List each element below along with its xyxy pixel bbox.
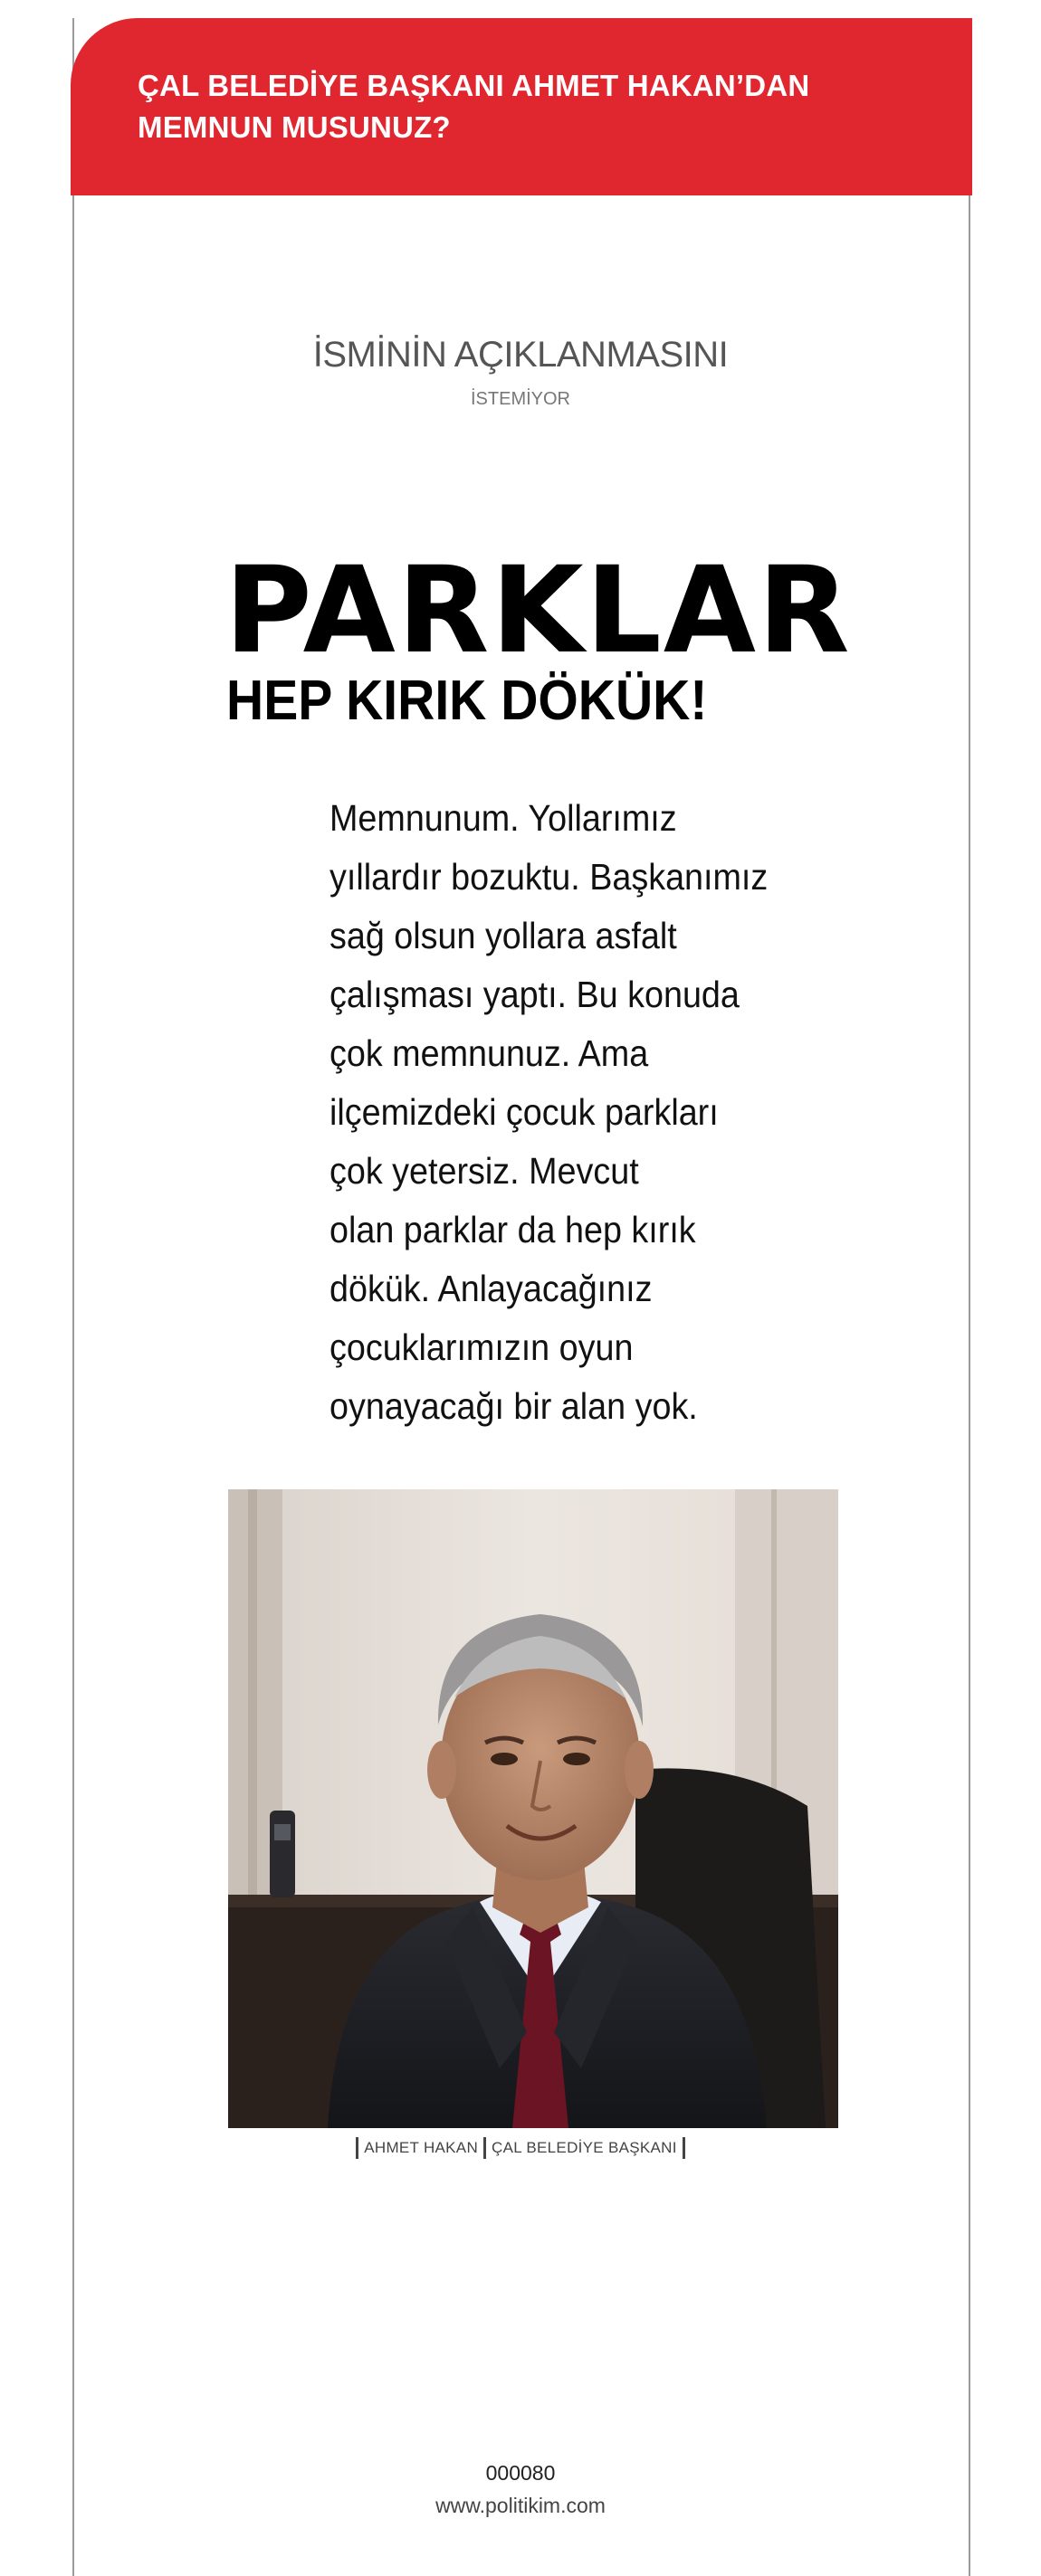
- footer-url[interactable]: www.politikim.com: [435, 2494, 606, 2517]
- caption-divider: [356, 2137, 358, 2159]
- caption-name: AHMET HAKAN: [364, 2139, 479, 2156]
- caption-title: ÇAL BELEDİYE BAŞKANI: [492, 2139, 677, 2156]
- quote-text: Memnunum. Yollarımız yıllardır bozuktu. Başkanımız sağ olsun yollara asfalt çalışması yaptı. Bu konuda çok memnunuz. Ama ilçemizdeki çocuk parkları çok yetersiz. Mevcut olan parklar da hep kırık dökük. Anlayacağınız çocuklarımızın oyun oynayacağı bir alan yok.: [329, 797, 769, 1427]
- caption-divider: [483, 2137, 486, 2159]
- headline-main: PARKLAR: [224, 541, 852, 680]
- footer-code: 000080: [485, 2461, 556, 2485]
- header-title-line2: MEMNUN MUSUNUZ?: [138, 110, 451, 144]
- caption-divider: [683, 2137, 685, 2159]
- headline-sub: HEP KIRIK DÖKÜK!: [226, 670, 708, 732]
- header-title-line1: ÇAL BELEDİYE BAŞKANI AHMET HAKAN’DAN: [138, 69, 810, 102]
- photo-caption: [0, 2137, 1041, 2159]
- header-title: [138, 65, 916, 148]
- source-sublabel: İSTEMİYOR: [470, 389, 570, 409]
- portrait-photo: [228, 1489, 838, 2128]
- source-label: İSMİNİN AÇIKLANMASINI: [312, 335, 729, 375]
